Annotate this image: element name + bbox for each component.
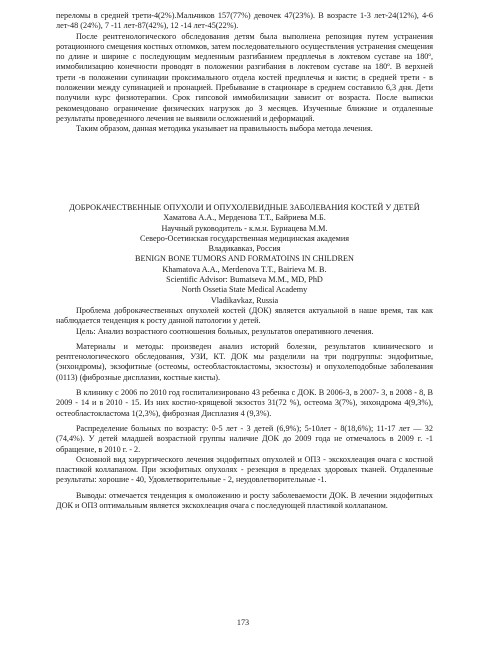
paragraph: В клинику с 2006 по 2010 год госпитализировано 43 ребенка с ДОК. В 2006-3, в 2007- 3, в 2008 - 8, В 2009 - 14 и в 2010 - 15. Из них костно-хрящевой экзостоз 31(72 %), остеома 3(7%), энхондрома 4(9,3%), остеобластокластома 1(2,3%), фиброзная Дисплазия 4 (9,3%). <box>56 388 433 418</box>
advisor-ru: Научный руководитель - к.м.н. Бурнацева М.М. <box>161 223 328 233</box>
paragraph: После рентгенологического обследования детям была выполнена репозиция путем устранения ротационного смещения костных отломков, затем последовательного осуществления устранения смещения по длине и ширине с последующим медленным разгибанием предплечья в локтевом суставе на 180º, иммобилизацию конечности проводят в положении разгибания в локтевом суставе на 180º. В верхней трети -в положении супинации проксимального отдела костей предплечья и кисти; в средней трети - в положении между супинацией и пронацией. Пребывание в стационаре в среднем составило 6,3 дня. Дети получили курс физиотерапии. Срок гипсовой иммобилизации зависит от возраста. После выписки рекомендовано ограничение физических нагрузок до 3 месяцев. Изученные ближние и отдаленные результаты проведенного лечения не выявили осложнений и деформаций. <box>56 31 433 123</box>
paragraph: Основной вид хирургического лечения эндофитных опухолей и ОПЗ - экскохлеация очага с костной пластикой коллапаном. При экзофитных опухолях - резекция в пределах здоровых тканей. Отдаленные результаты: хорошие - 40, Удовлетворительные - 2, неудовлетворительные -1. <box>56 454 433 485</box>
authors-ru: Хаматова А.А., Мерденова Т.Т., Байриева М.Б. <box>163 213 326 223</box>
advisor-en: Scientific Advisor: Bumatseva M.M., MD, PhD <box>166 275 323 285</box>
institution-en: North Ossetia State Medical Academy <box>181 285 308 295</box>
authors-en: Khamatova A.A., Merdenova T.T., Bairieva M. B. <box>162 264 327 274</box>
article-title-en: BENIGN BONE TUMORS AND FORMATOINS IN CHILDREN <box>135 254 354 264</box>
page-number: 173 <box>236 618 250 627</box>
institution-ru: Северо-Осетинская государственная медицинская академия <box>139 233 350 243</box>
paragraph: Материалы и методы: произведен анализ историй болезни, результатов клинического и рентгенологического обследования, УЗИ, КТ. ДОК мы разделили на три подгруппы: эндофитные, (энхондромы), экзофитные (остеомы, остеобластокластомы, экзостозы) и опухолеподобные заболевания (0113) (фиброзные дисплазии, костные кисты). <box>56 341 433 382</box>
paragraph: Проблема доброкачественных опухолей костей (ДОК) является актуальной в наше время, так как наблюдается тенденция к росту данной патологии у детей. <box>56 305 433 326</box>
city-ru: Владикавказ, Россия <box>208 244 281 254</box>
paragraph: Распределение больных по возрасту: 0-5 лет - 3 детей (6,9%); 5-10лет - 8(18,6%); 11-17 лет — 32 (74,4%). У детей младшей возрастной группы наличие ДОК до 2009 года не отмечалось в 2009 г. -1 обращение, в 2010 г. - 2. <box>56 423 433 454</box>
previous-article-ending <box>56 11 433 135</box>
paragraph: переломы в средней трети-4(2%).Мальчиков 157(77%) девочек 47(23%). В возрасте 1-3 лет-24(12%), 4-6 лет-48 (24%), 7 -11 лет-87(42%), 12 -14 лет-45(22%). <box>56 11 433 31</box>
article <box>56 203 433 511</box>
paragraph: Выводы: отмечается тенденция к омоложению и росту заболеваемости ДОК. В лечении эндофитных ДОК и ОПЗ оптимальным является экскохлеация очага с последующей пластикой коллапаном. <box>56 490 433 511</box>
article-title-ru: ДОБРОКАЧЕСТВЕННЫЕ ОПУХОЛИ И ОПУХОЛЕВИДНЫЕ ЗАБОЛЕВАНИЯ КОСТЕЙ У ДЕТЕЙ <box>69 203 420 212</box>
paragraph: Цель: Анализ возрастного соотношения больных, результатов оперативного лечения. <box>76 326 374 336</box>
city-en: Vladikavkaz, Russia <box>210 295 279 305</box>
paragraph: Таким образом, данная методика указывает на правильность выбора метода лечения. <box>76 124 373 134</box>
